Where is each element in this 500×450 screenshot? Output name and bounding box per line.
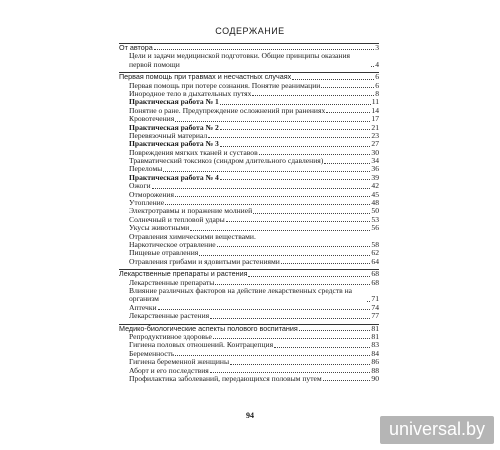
page-title: СОДЕРЖАНИЕ (215, 26, 285, 36)
toc-section (119, 270, 379, 278)
toc-page-number: 21 (371, 122, 379, 132)
toc-entry-title: Цели и задачи медицинской подготовки. Общие принципы оказания первой помощи (129, 52, 350, 69)
dot-leader (213, 338, 370, 339)
toc-entry (119, 52, 379, 69)
toc-entry (119, 249, 379, 257)
toc-entry-title: Практическая работа № 1 (129, 98, 219, 107)
toc-entry (119, 174, 379, 182)
toc-entry-title: Медико-биологические аспекты полового воспитания (119, 324, 298, 333)
toc-section (119, 73, 379, 81)
toc-entry-title: Лекарственные растения (129, 312, 210, 321)
toc-entry-title: Перевязочный материал (129, 131, 208, 140)
toc-page-number: 58 (371, 240, 379, 249)
toc-entry-title: Переломы (129, 165, 163, 174)
toc-page-number: 86 (371, 357, 379, 367)
dot-leader (165, 204, 370, 205)
toc-entry-title: Репродуктивное здоровье (129, 332, 212, 341)
dot-leader (274, 347, 370, 348)
toc-page-number: 90 (371, 373, 379, 383)
toc-entry-title: Первая помощь при травмах и несчастных случаях (119, 73, 292, 82)
toc-page-number: 4 (375, 59, 379, 69)
toc-entry (119, 98, 379, 106)
toc-entry-title: Гигиена беременной женщины (129, 358, 230, 367)
dot-leader (217, 246, 371, 247)
toc-page-number: 88 (371, 365, 379, 375)
dot-leader (299, 330, 371, 331)
toc-entry-title: Инородное тело в дыхательных путях (129, 89, 252, 98)
dot-leader (281, 263, 371, 264)
toc-page-number: 62 (371, 248, 379, 258)
dot-leader (220, 179, 371, 180)
table-of-contents (119, 43, 379, 383)
toc-entry-title: Отравления грибами и ядовитыми растениями (129, 257, 280, 266)
toc-page-number: 81 (371, 331, 379, 341)
toc-entry (119, 216, 379, 224)
toc-entry-title: Первая помощь при потере сознания. Понятие реанимации (129, 81, 321, 90)
toc-entry (119, 241, 379, 249)
toc-page-number: 14 (371, 105, 379, 115)
dot-leader (175, 121, 370, 122)
toc-entry (119, 233, 379, 241)
toc-entry (119, 115, 379, 123)
toc-entry (119, 166, 379, 174)
toc-entry-title: Электротравмы и поражение молнией (129, 207, 253, 216)
toc-page-number: 48 (371, 198, 379, 208)
toc-page-number: 3 (375, 42, 379, 52)
dot-leader (210, 372, 371, 373)
dot-leader (199, 255, 370, 256)
dot-leader (154, 49, 374, 50)
toc-page-number: 50 (371, 206, 379, 216)
toc-page-number: 81 (371, 323, 379, 333)
dot-leader (292, 79, 374, 80)
dot-leader (215, 284, 370, 285)
toc-page-number: 68 (371, 269, 379, 279)
toc-entry (119, 350, 379, 358)
toc-entry-title: Гигиена половых отношений. Контрацепция (129, 341, 274, 350)
toc-page-number: 83 (371, 340, 379, 350)
dot-leader (252, 95, 374, 96)
dot-leader (321, 87, 374, 88)
dot-leader (230, 364, 370, 365)
dot-leader (220, 104, 371, 105)
dot-leader (248, 276, 370, 277)
toc-page-number: 42 (371, 181, 379, 191)
toc-entry (119, 191, 379, 199)
dot-leader (220, 129, 371, 130)
toc-page-number: 8 (375, 88, 379, 98)
dot-leader (324, 163, 370, 164)
toc-page-number: 77 (371, 311, 379, 321)
dot-leader (326, 112, 370, 113)
toc-page-number: 30 (371, 147, 379, 157)
dot-leader (259, 154, 371, 155)
toc-entry (119, 304, 379, 312)
dot-leader (158, 309, 371, 310)
toc-entry-title: Лекарственные препараты (129, 278, 215, 287)
dot-leader (163, 171, 370, 172)
toc-entry-title: Кровотечения (129, 115, 175, 124)
toc-page-number: 11 (371, 97, 379, 107)
toc-page-number: 71 (371, 294, 379, 304)
toc-entry (119, 279, 379, 287)
toc-entry (119, 224, 379, 232)
toc-entry (119, 375, 379, 383)
toc-entry-title: Беременность (129, 349, 175, 358)
toc-entry (119, 82, 379, 90)
toc-entry (119, 149, 379, 157)
toc-page-number: 45 (371, 189, 379, 199)
toc-entry (119, 124, 379, 132)
toc-entry (119, 358, 379, 366)
toc-page-number: 53 (371, 214, 379, 224)
toc-page-number: 23 (371, 130, 379, 140)
toc-entry (119, 140, 379, 148)
toc-entry-title: Пищевые отравления (129, 249, 199, 258)
toc-entry-title: Влияние различных факторов на действие лекарственных средств на организм (129, 286, 353, 304)
toc-entry-title: Ожоги (129, 182, 151, 191)
toc-page-number: 6 (375, 72, 379, 82)
toc-entry (119, 207, 379, 215)
toc-page-number: 64 (371, 256, 379, 266)
dot-leader (175, 355, 370, 356)
toc-entry (119, 312, 379, 320)
toc-entry-title: Повреждения мягких тканей и суставов (129, 148, 258, 157)
dot-leader (371, 66, 374, 67)
toc-page-number: 84 (371, 348, 379, 358)
dot-leader (152, 188, 371, 189)
toc-entry-title: Практическая работа № 4 (129, 173, 219, 182)
toc-entry (119, 157, 379, 165)
dot-leader (226, 221, 371, 222)
toc-page-number: 68 (371, 277, 379, 287)
dot-leader (323, 380, 371, 381)
toc-entry-title: Утопление (129, 199, 165, 208)
toc-entry (119, 132, 379, 140)
toc-entry (119, 367, 379, 375)
dot-leader (367, 301, 370, 302)
toc-entry-title: Травматический токсикоз (синдром длительного сдавления) (129, 157, 324, 166)
toc-page-number: 36 (371, 164, 379, 174)
toc-entry-title: Лекарственные препараты и растения (119, 270, 248, 279)
toc-entry-title: Практическая работа № 3 (129, 140, 219, 149)
toc-entry-title: Солнечный и тепловой удары (129, 215, 225, 224)
toc-page-number: 56 (371, 223, 379, 233)
toc-entry-title: Профилактика заболеваний, передающихся половым путем (129, 374, 322, 383)
toc-entry-title: Отравления химическими веществами. (129, 232, 256, 241)
toc-entry-title: Практическая работа № 2 (129, 123, 219, 132)
toc-entry-title: От автора (119, 43, 153, 52)
toc-entry (119, 90, 379, 98)
dot-leader (175, 196, 370, 197)
toc-page-number: 34 (371, 156, 379, 166)
toc-entry-title: Наркотическое отравление (129, 241, 216, 249)
toc-entry (119, 107, 379, 115)
dot-leader (190, 230, 370, 231)
toc-page-number: 27 (371, 139, 379, 149)
toc-page-number: 17 (371, 114, 379, 124)
toc-section (119, 44, 379, 52)
toc-page-number: 74 (371, 302, 379, 312)
dot-leader (220, 146, 371, 147)
toc-page-number: 6 (375, 80, 379, 90)
toc-entry (119, 258, 379, 266)
toc-entry-title: Отморожения (129, 190, 174, 199)
toc-entry-title: Аборт и его последствия (129, 366, 209, 375)
toc-entry (119, 182, 379, 190)
dot-leader (210, 318, 370, 319)
toc-entry-title: Укусы животными (129, 224, 190, 233)
dot-leader (253, 213, 370, 214)
toc-entry (119, 287, 379, 304)
dot-leader (208, 137, 370, 138)
toc-entry (119, 341, 379, 349)
toc-page-number: 39 (371, 172, 379, 182)
toc-entry (119, 333, 379, 341)
toc-entry (119, 199, 379, 207)
page-number: 94 (246, 411, 254, 420)
toc-entry-title: Аптечки (129, 303, 157, 312)
toc-section (119, 325, 379, 333)
toc-entry-title: Понятие о ране. Предупреждение осложнений при ранениях (129, 106, 326, 115)
watermark-logo: universal.by (380, 416, 494, 444)
